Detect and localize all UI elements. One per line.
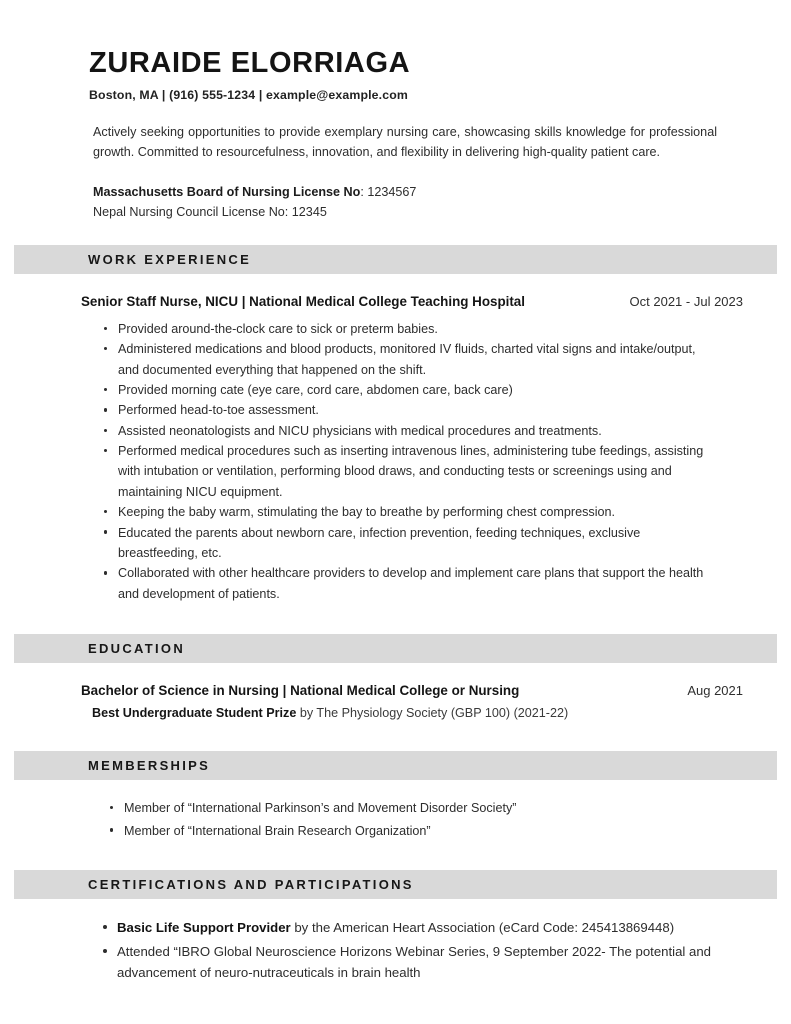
candidate-name: ZURAIDE ELORRIAGA (89, 47, 411, 79)
list-item (104, 400, 715, 420)
bullet-text: Administered medications and blood products, monitored IV fluids, charted vital signs and intake/output, and documented everything that happened on the shift. (118, 342, 696, 377)
bullet-dot-icon (103, 925, 107, 929)
bullet-dot-icon (104, 327, 107, 330)
resume-header (0, 0, 791, 103)
section-certifications (0, 870, 791, 983)
section-bar-work-experience (14, 245, 777, 274)
section-work-experience (0, 245, 791, 605)
work-entry-header (0, 274, 791, 311)
section-body-certifications (0, 899, 791, 983)
education-entry-date: Aug 2021 (687, 683, 743, 699)
list-item (110, 821, 715, 841)
education-award-name: Best Undergraduate Student Prize (92, 706, 297, 721)
list-item (110, 798, 715, 818)
list-item (103, 917, 717, 938)
bullet-text: Member of “International Brain Research Organization” (124, 823, 431, 838)
section-title: CERTIFICATIONS AND PARTICIPATIONS (88, 876, 414, 892)
certification-name: Basic Life Support Provider (117, 919, 291, 935)
certification-detail: by the American Heart Association (eCard Code: 245413869448) (290, 919, 675, 935)
section-education (0, 634, 791, 723)
section-bar-certifications (14, 870, 777, 899)
list-item (103, 941, 717, 983)
list-item (104, 523, 715, 564)
professional-summary: Actively seeking opportunities to provide exemplary nursing care, showcasing skills knowledge for professional growth. Committed to resourcefulness, innovation, and flexibility in delivering high-quality patient care. (93, 125, 717, 160)
bullet-dot-icon (104, 388, 107, 391)
education-entry-title: Bachelor of Science in Nursing | National Medical College or Nursing (81, 683, 520, 699)
license-value: : 1234567 (360, 184, 417, 199)
section-bar-education (14, 634, 777, 663)
bullet-text: Educated the parents about newborn care, infection prevention, feeding techniques, exclusive breastfeeding, etc. (118, 525, 641, 561)
bullet-text: Member of “International Parkinson’s and Movement Disorder Society” (124, 801, 517, 816)
section-body-education (0, 663, 791, 723)
bullet-dot-icon (104, 429, 107, 432)
bullet-dot-icon (110, 806, 113, 809)
bullet-text: Performed head-to-toe assessment. (118, 403, 319, 418)
bullet-text: Performed medical procedures such as inserting intravenous lines, administering tube feedings, assisting with intubation or ventilation, performing blood draws, and conducting tests or screenings using and maintaining NICU equipment. (118, 444, 704, 499)
bullet-dot-icon (104, 449, 107, 452)
work-entry-title: Senior Staff Nurse, NICU | National Medical College Teaching Hospital (81, 293, 525, 309)
education-award (0, 700, 791, 723)
section-title: MEMBERSHIPS (88, 758, 211, 774)
memberships-bullet-list (0, 780, 791, 841)
certification-detail: Attended “IBRO Global Neuroscience Horizons Webinar Series, 9 September 2022- The potential and advancement of neuro-nutraceuticals in brain health (117, 944, 712, 981)
bullet-text: Provided morning cate (eye care, cord care, abdomen care, back care) (118, 382, 513, 397)
bullet-text: Collaborated with other healthcare providers to develop and implement care plans that support the health and development of patients. (118, 566, 704, 601)
license-block (0, 163, 791, 223)
section-memberships (0, 751, 791, 841)
list-item (104, 563, 715, 604)
section-bar-memberships (14, 751, 777, 780)
list-item (104, 441, 715, 502)
list-item (104, 380, 715, 400)
certifications-bullet-list (0, 899, 791, 983)
list-item (104, 319, 715, 339)
list-item (104, 502, 715, 522)
education-entry-header (0, 663, 791, 700)
bullet-dot-icon (104, 571, 107, 574)
list-item (104, 421, 715, 441)
section-title: EDUCATION (88, 641, 186, 657)
section-body-memberships (0, 780, 791, 841)
education-award-detail: by The Physiology Society (GBP 100) (2021-22) (296, 706, 569, 721)
work-entry-date: Oct 2021 - Jul 2023 (629, 293, 743, 309)
bullet-text: Assisted neonatologists and NICU physicians with medical procedures and treatments. (118, 423, 602, 438)
bullet-dot-icon (103, 949, 107, 953)
work-bullet-list (0, 311, 791, 604)
bullet-dot-icon (104, 408, 107, 411)
license-line (93, 202, 791, 222)
bullet-text: Provided around-the-clock care to sick or preterm babies. (118, 321, 438, 336)
license-label: Massachusetts Board of Nursing License No (93, 184, 361, 199)
bullet-dot-icon (104, 510, 107, 513)
license-line (93, 182, 791, 202)
section-body-work-experience (0, 274, 791, 605)
bullet-dot-icon (104, 347, 107, 350)
bullet-dot-icon (104, 530, 107, 533)
bullet-text: Keeping the baby warm, stimulating the bay to breathe by performing chest compression. (118, 505, 616, 520)
bullet-dot-icon (110, 828, 113, 831)
section-title: WORK EXPERIENCE (88, 251, 252, 267)
contact-line: Boston, MA | (916) 555-1234 | example@example.com (89, 88, 408, 103)
list-item (104, 339, 715, 380)
license-value: Nepal Nursing Council License No: 12345 (93, 205, 327, 220)
